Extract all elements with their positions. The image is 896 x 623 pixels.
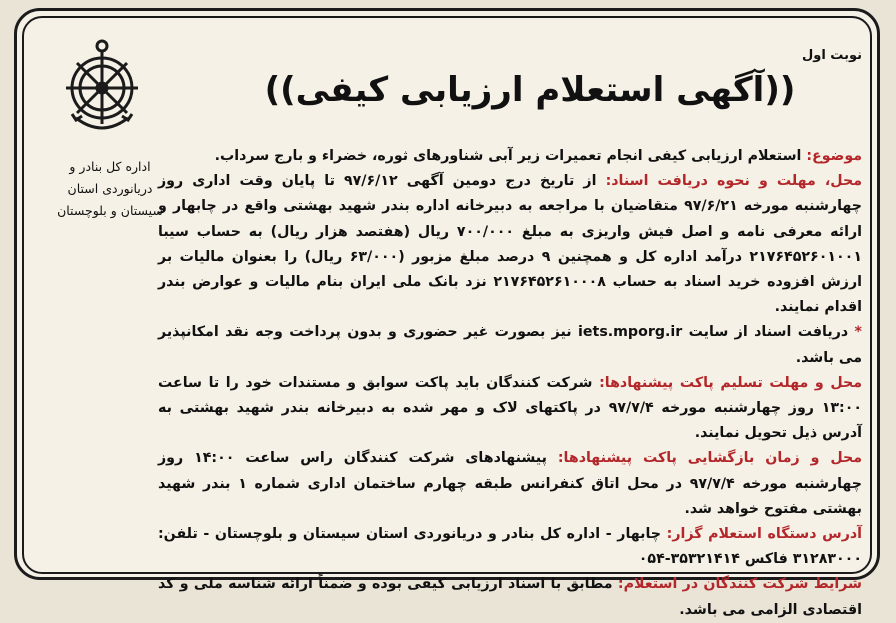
subject-paragraph	[158, 144, 862, 169]
submission-paragraph	[158, 371, 862, 447]
org-line: سیستان و بلوچستان	[57, 203, 163, 218]
website-prefix: دریافت اسناد از سایت	[688, 324, 849, 341]
website-paragraph	[158, 320, 862, 370]
conditions-text: مطابق با اسناد ارزیابی کیفی بوده و ضمناً ارائه شناسه ملی و کد اقتصادی الزامی می باشد.	[158, 576, 862, 618]
opening-paragraph	[158, 446, 862, 522]
documents-label: محل، مهلت و نحوه دریافت اسناد:	[605, 173, 862, 190]
website-url-link[interactable]: iets.mporg.ir	[578, 324, 683, 341]
org-line: اداره کل بنادر و	[69, 159, 151, 174]
address-paragraph	[158, 522, 862, 572]
subject-label: موضوع:	[806, 148, 862, 164]
documents-text: از تاریخ درج دومین آگهی ۹۷/۶/۱۲ تا پایان وقت اداری روز چهارشنبه مورخه ۹۷/۶/۲۱ متقاضیان با مراجعه به دبیرخانه اداره بندر شهید بهشتی واقع در چابهار و ارائه معرفی نامه و اصل فیش واریزی به مبلغ ۷۰۰/۰۰۰ ریال (هفتصد هزار ریال) به حساب سیبا ۲۱۷۶۴۵۲۶۰۱۰۰۱ درآمد اداره کل و همچنین ۹ درصد مبلغ مزبور (۶۳/۰۰۰ ریال) را بعنوان مالیات بر ارزش افزوده خرید اسناد به حساب ۲۱۷۶۴۵۲۶۱۰۰۰۸ نزد بانک ملی ایران بنام مالیات و عوارض بندر اقدام نمایند.	[158, 173, 862, 316]
documents-paragraph	[158, 169, 862, 320]
bullet-star: *	[854, 324, 862, 341]
submission-text: شرکت کنندگان باید پاکت سوابق و مستندات خود را تا ساعت ۱۳:۰۰ روز چهارشنبه مورخه ۹۷/۷/۴ در پاکتهای لاک و مهر شده به دبیرخانه بندر شهید بهشتی به آدرس ذیل تحویل نمایند.	[158, 374, 863, 442]
notice-title: ((آگهی استعلام ارزیابی کیفی))	[264, 70, 796, 110]
notice-body	[158, 144, 862, 623]
subject-text: استعلام ارزیابی کیفی انجام تعمیرات زیر آبی شناورهای ثوره، خضراء و بارج سرداب.	[214, 148, 802, 164]
anchor-wheel-logo-icon	[46, 30, 158, 142]
opening-text: پیشنهادهای شرکت کنندگان راس ساعت ۱۴:۰۰ روز چهارشنبه مورخه ۹۷/۷/۴ در محل اتاق کنفرانس طبقه چهارم ساختمان اداری شماره ۱ بندر شهید بهشتی مفتوح خواهد شد.	[158, 450, 862, 517]
org-line: دریانوردی استان	[67, 181, 153, 196]
conditions-label: شرایط شرکت کنندگان در استعلام:	[617, 576, 862, 593]
address-text: چابهار - اداره کل بنادر و دریانوردی استان سیستان و بلوچستان - تلفن: ۳۱۲۸۳۰۰۰ فاکس ۳۵۳۲۱۴۱۴-۰۵۴	[158, 526, 862, 568]
address-label: آدرس دستگاه استعلام گزار:	[666, 526, 863, 543]
website-suffix: نیز بصورت غیر حضوری و بدون پرداخت وجه نقد امکانپذیر می باشد.	[158, 324, 862, 366]
opening-label: محل و زمان بازگشایی پاکت پیشنهادها:	[557, 450, 862, 467]
conditions-paragraph	[158, 572, 862, 622]
edition-label: نوبت اول	[801, 48, 862, 63]
submission-label: محل و مهلت تسلیم پاکت پیشنهادها:	[599, 374, 862, 391]
